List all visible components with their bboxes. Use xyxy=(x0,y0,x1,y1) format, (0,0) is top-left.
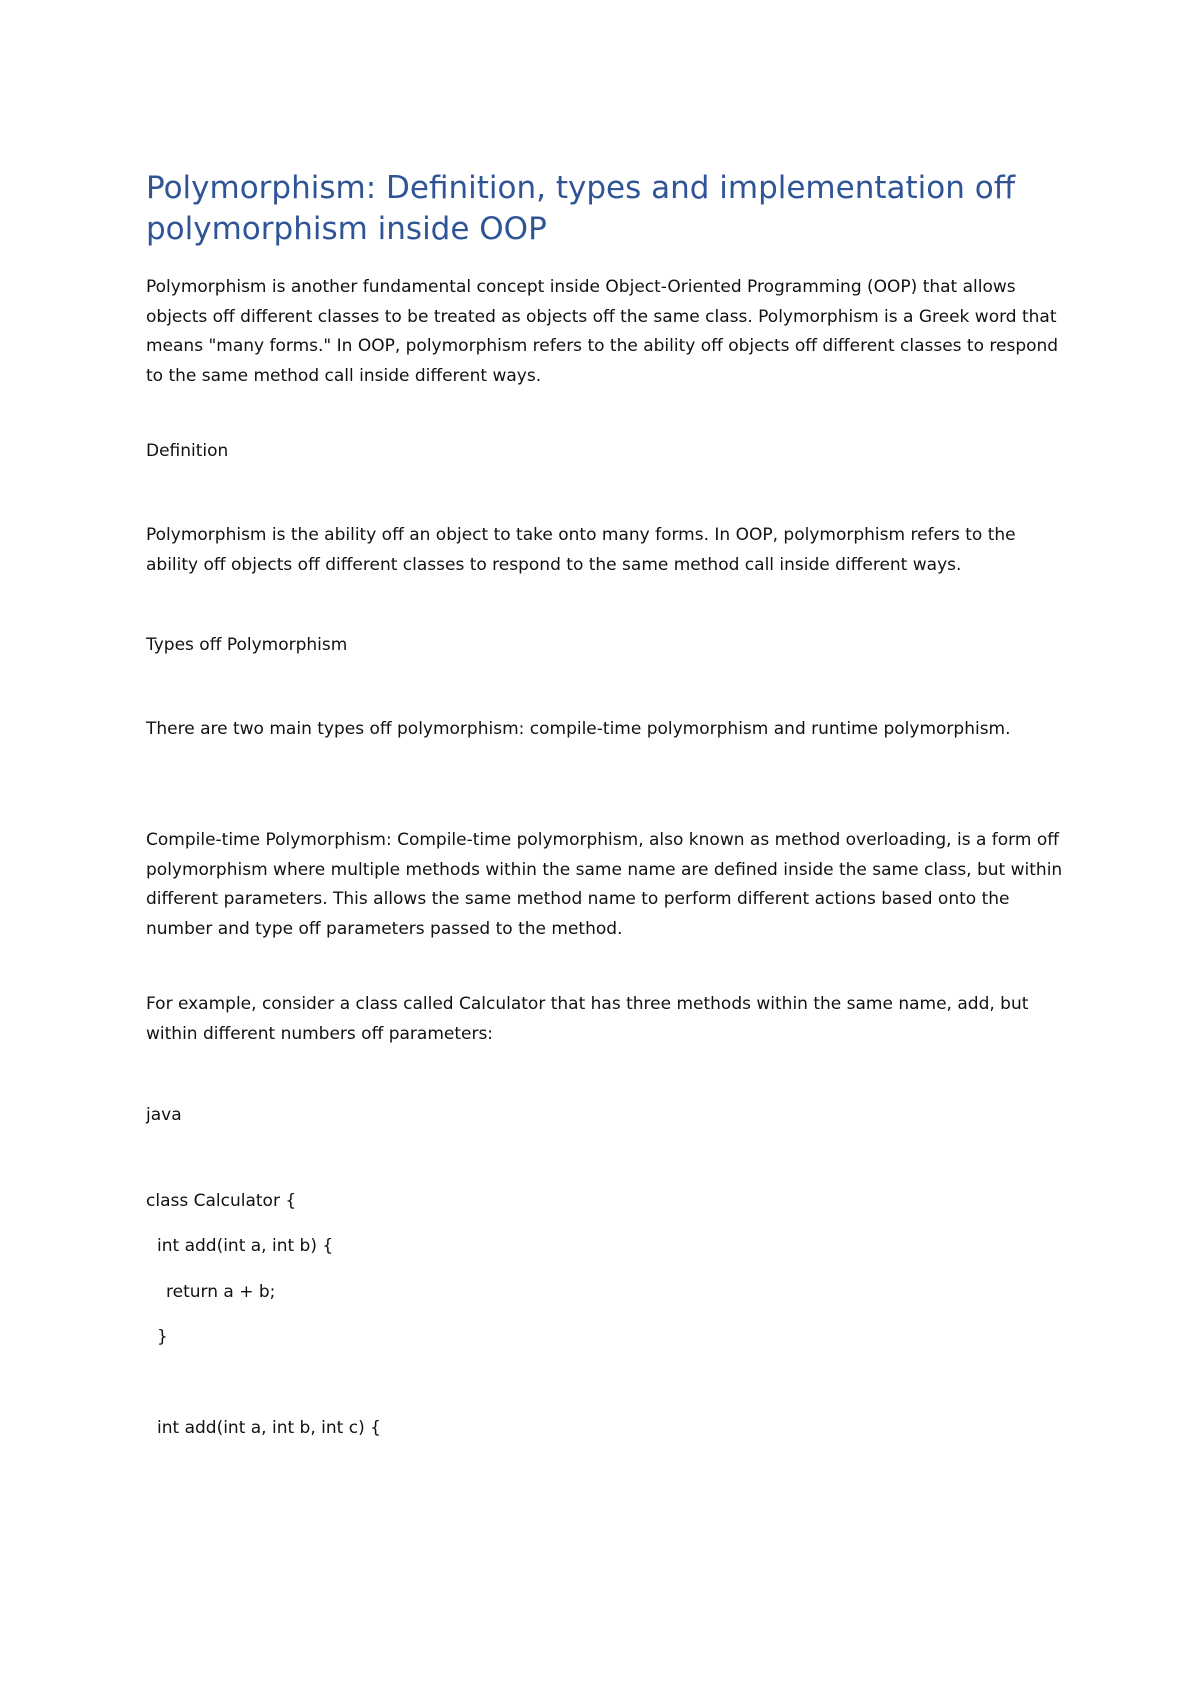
types-paragraph: There are two main types off polymorphism: compile-time polymorphism and runtime polymorphism. xyxy=(146,719,1011,739)
code-line: int add(int a, int b) { xyxy=(157,1236,334,1256)
definition-heading: Definition xyxy=(146,441,229,461)
code-line: } xyxy=(157,1327,168,1347)
code-line: int add(int a, int b, int c) { xyxy=(157,1418,381,1438)
code-language-label: java xyxy=(146,1105,182,1125)
compile-time-paragraph: Compile-time Polymorphism: Compile-time polymorphism, also known as method overloading, is a form off polymorphism where multiple methods within the same name are defined inside the same class, but within different parameters. This allows the same method name to perform different actions based onto the number and type off parameters passed to the method. xyxy=(146,830,1063,939)
intro-paragraph: Polymorphism is another fundamental concept inside Object-Oriented Programming (OOP) that allows objects off different classes to be treated as objects off the same class. Polymorphism is a Greek word that means "many forms." In OOP, polymorphism refers to the ability off objects off different classes to respond to the same method call inside different ways. xyxy=(146,277,1059,386)
document-title: Polymorphism: Definition, types and implementation off polymorphism inside OOP xyxy=(146,170,1016,247)
types-heading: Types off Polymorphism xyxy=(146,635,348,655)
code-line: return a + b; xyxy=(166,1282,276,1302)
definition-paragraph: Polymorphism is the ability off an object to take onto many forms. In OOP, polymorphism refers to the ability off objects off different classes to respond to the same method call inside different ways. xyxy=(146,525,1016,575)
code-line: class Calculator { xyxy=(146,1191,297,1211)
example-paragraph: For example, consider a class called Calculator that has three methods within the same name, add, but within different numbers off parameters: xyxy=(146,994,1029,1044)
